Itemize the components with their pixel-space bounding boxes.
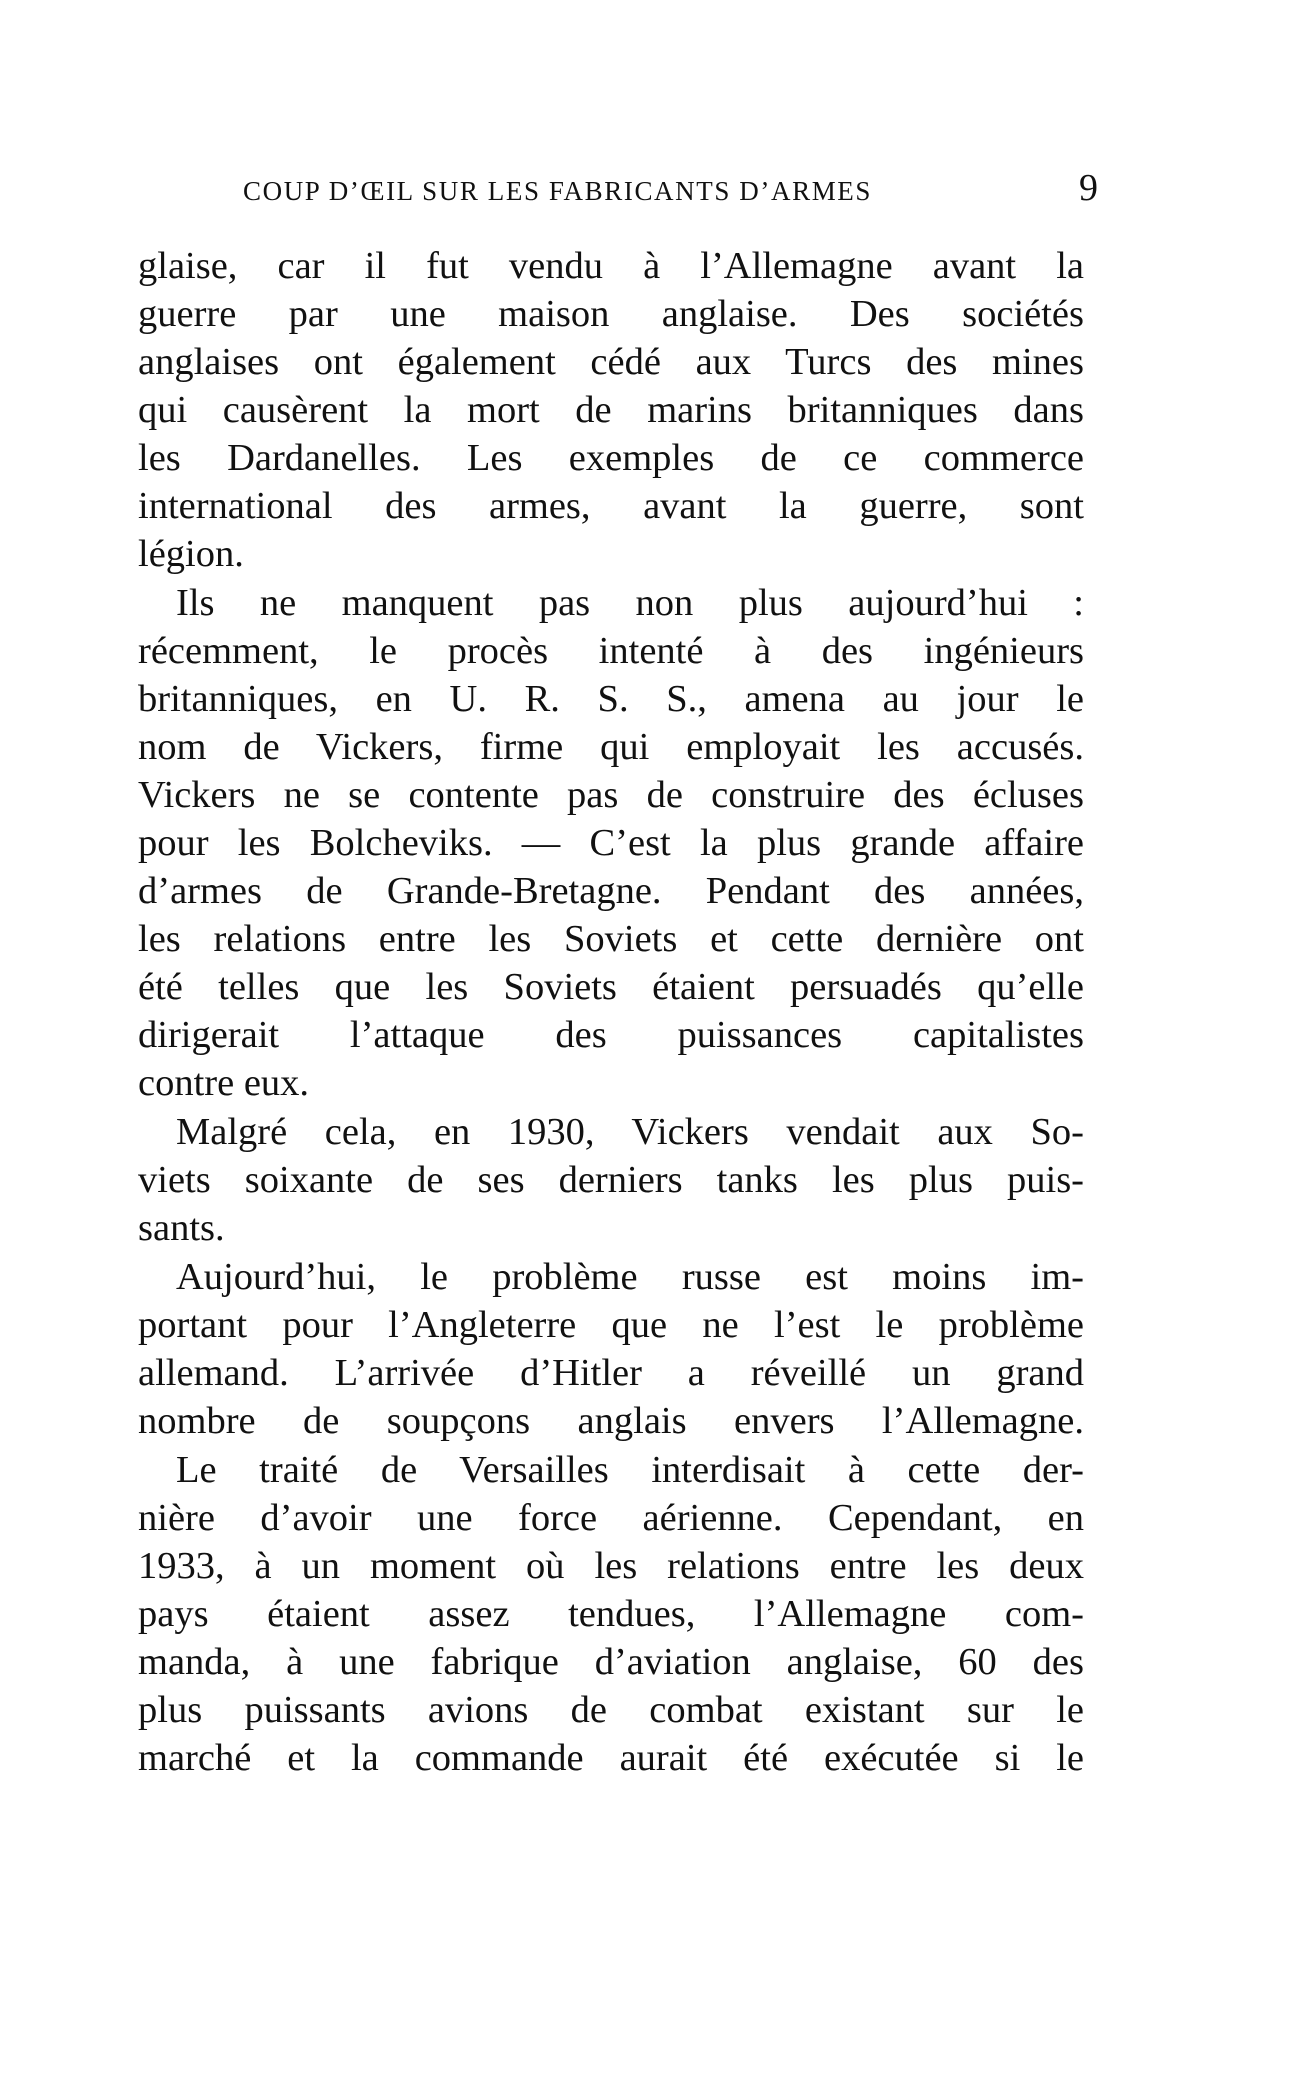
text-line: glaise, car il fut vendu à l’Allemagne avant la <box>138 245 1084 287</box>
paragraph-4 <box>138 1253 1084 1445</box>
text-line: international des armes, avant la guerre, sont <box>138 485 1084 527</box>
text-line: dirigerait l’attaque des puissances capitalistes <box>138 1014 1084 1056</box>
page-number: 9 <box>1079 167 1098 209</box>
text-line: récemment, le procès intenté à des ingénieurs <box>138 630 1084 672</box>
text-line: qui causèrent la mort de marins britanniques dans <box>138 389 1084 431</box>
text-line: nombre de soupçons anglais envers l’Allemagne. <box>138 1400 1084 1442</box>
paragraph-2 <box>138 579 1084 1107</box>
text-line: viets soixante de ses derniers tanks les plus puis- <box>138 1159 1084 1201</box>
text-line: 1933, à un moment où les relations entre les deux <box>138 1545 1084 1587</box>
text-line: Ils ne manquent pas non plus aujourd’hui : <box>176 582 1084 624</box>
text-line: plus puissants avions de combat existant sur le <box>138 1689 1084 1731</box>
text-line: nière d’avoir une force aérienne. Cependant, en <box>138 1497 1084 1539</box>
text-line: anglaises ont également cédé aux Turcs des mines <box>138 341 1084 383</box>
text-line: Aujourd’hui, le problème russe est moins im- <box>176 1256 1084 1298</box>
text-line: britanniques, en U. R. S. S., amena au jour le <box>138 678 1084 720</box>
text-line: été telles que les Soviets étaient persuadés qu’elle <box>138 966 1084 1008</box>
text-line: légion. <box>138 533 244 575</box>
text-body <box>138 242 1084 1783</box>
text-line: marché et la commande aurait été exécutée si le <box>138 1737 1084 1779</box>
text-line: les Dardanelles. Les exemples de ce commerce <box>138 437 1084 479</box>
text-line: d’armes de Grande-Bretagne. Pendant des années, <box>138 870 1084 912</box>
text-line: manda, à une fabrique d’aviation anglaise, 60 des <box>138 1641 1084 1683</box>
text-line: sants. <box>138 1207 225 1249</box>
text-line: les relations entre les Soviets et cette dernière ont <box>138 918 1084 960</box>
text-line: nom de Vickers, firme qui employait les accusés. <box>138 726 1084 768</box>
running-head <box>138 167 1098 210</box>
text-line: portant pour l’Angleterre que ne l’est le problème <box>138 1304 1084 1346</box>
text-line: pour les Bolcheviks. — C’est la plus grande affaire <box>138 822 1084 864</box>
paragraph-1 <box>138 242 1084 578</box>
text-line: Vickers ne se contente pas de construire des écluses <box>138 774 1084 816</box>
text-line: allemand. L’arrivée d’Hitler a réveillé un grand <box>138 1352 1084 1394</box>
running-title: COUP D’ŒIL SUR LES FABRICANTS D’ARMES <box>243 176 873 206</box>
text-line: pays étaient assez tendues, l’Allemagne com- <box>138 1593 1084 1635</box>
paragraph-5 <box>138 1446 1084 1782</box>
text-line: Le traité de Versailles interdisait à cette der- <box>176 1449 1084 1491</box>
text-line: guerre par une maison anglaise. Des sociétés <box>138 293 1084 335</box>
text-line: contre eux. <box>138 1062 310 1104</box>
text-line: Malgré cela, en 1930, Vickers vendait aux So- <box>176 1111 1084 1153</box>
paragraph-3 <box>138 1108 1084 1252</box>
